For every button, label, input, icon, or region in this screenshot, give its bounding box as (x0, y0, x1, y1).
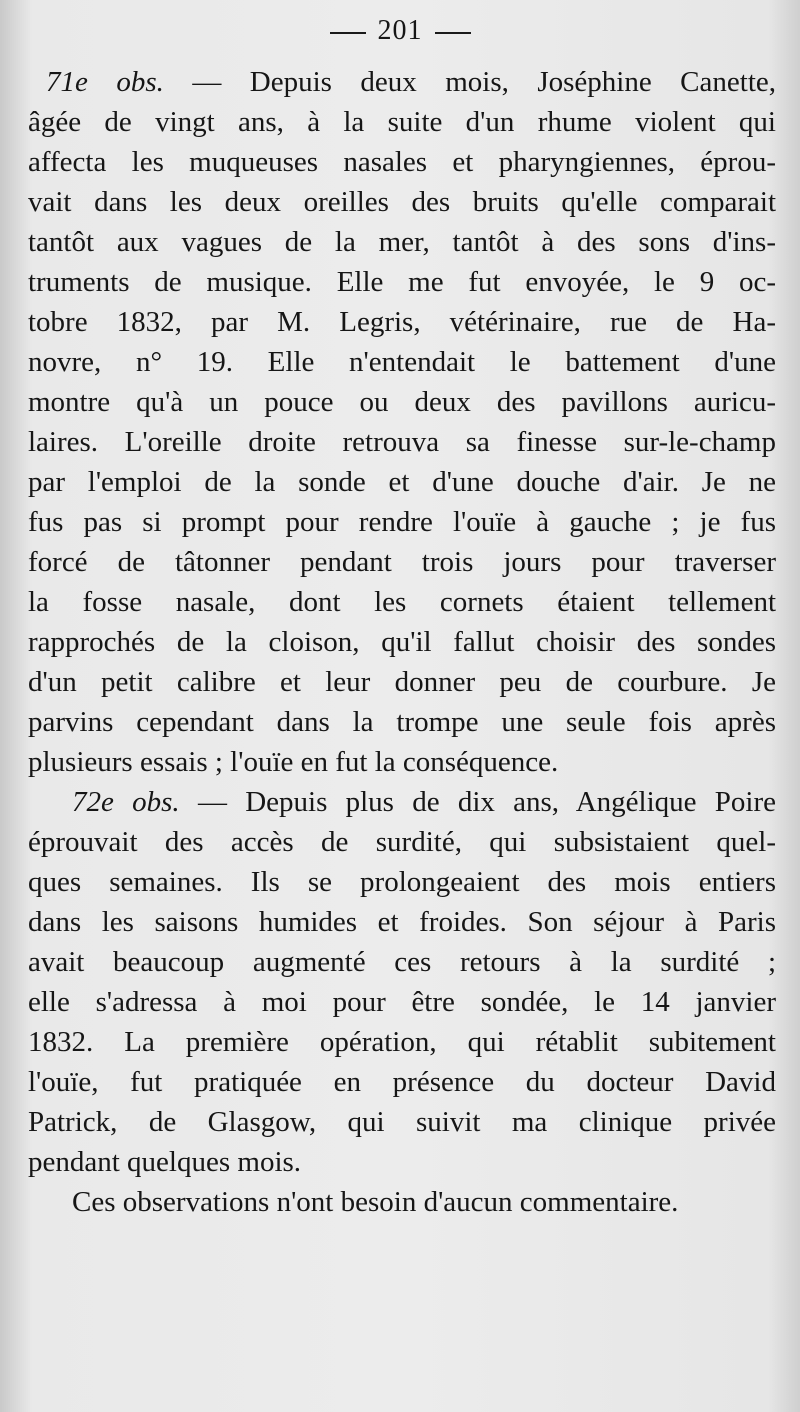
paragraph-line: parvins cependant dans la trompe une seule fois après (28, 706, 776, 738)
observation-label: 71e obs. (46, 66, 164, 98)
paragraph-line: par l'emploi de la sonde et d'une douche d'air. Je ne (28, 466, 776, 498)
paragraph-line: fus pas si prompt pour rendre l'ouïe à gauche ; je fus (28, 506, 776, 538)
paragraph-line: tobre 1832, par M. Legris, vétérinaire, rue de Ha- (28, 306, 776, 338)
paragraph-line: avait beaucoup augmenté ces retours à la surdité ; (28, 946, 776, 978)
paragraph-line: éprouvait des accès de surdité, qui subsistaient quel- (28, 826, 776, 858)
paragraph-line: l'ouïe, fut pratiquée en présence du docteur David (28, 1066, 776, 1098)
observation-label: 72e obs. (72, 786, 180, 818)
paragraph-line: 1832. La première opération, qui rétablit subitement (28, 1026, 776, 1058)
paragraph-line: montre qu'à un pouce ou deux des pavillons auricu- (28, 386, 776, 418)
paragraph-line: elle s'adressa à moi pour être sondée, le 14 janvier (28, 986, 776, 1018)
paragraph-line: d'un petit calibre et leur donner peu de courbure. Je (28, 666, 776, 698)
paragraph-line: Patrick, de Glasgow, qui suivit ma clinique privée (28, 1106, 776, 1138)
page-number: 201 (377, 15, 423, 46)
paragraph-line: dans les saisons humides et froides. Son séjour à Paris (28, 906, 776, 938)
paragraph-line: âgée de vingt ans, à la suite d'un rhume violent qui (28, 106, 776, 138)
paragraph-line: rapprochés de la cloison, qu'il fallut choisir des sondes (28, 626, 776, 658)
paragraph-line: affecta les muqueuses nasales et pharyngiennes, éprou- (28, 146, 776, 178)
paragraph-line: tantôt aux vagues de la mer, tantôt à des sons d'ins- (28, 226, 776, 258)
paragraph-line: plusieurs essais ; l'ouïe en fut la conséquence. (28, 746, 559, 778)
left-dash (330, 32, 366, 34)
paragraph-line: forcé de tâtonner pendant trois jours pour traverser (28, 546, 776, 578)
paragraph-line: vait dans les deux oreilles des bruits qu'elle comparait (28, 186, 776, 218)
paragraph-line: truments de musique. Elle me fut envoyée, le 9 oc- (28, 266, 776, 298)
body-text (28, 62, 776, 1222)
paragraph-line: novre, n° 19. Elle n'entendait le battement d'une (28, 346, 776, 378)
right-dash (435, 32, 471, 34)
paragraph-line: pendant quelques mois. (28, 1146, 302, 1178)
closing-sentence: Ces observations n'ont besoin d'aucun commentaire. (72, 1186, 679, 1218)
paragraph-line: ques semaines. Ils se prolongeaient des mois entiers (28, 866, 776, 898)
paragraph-line: la fosse nasale, dont les cornets étaient tellement (28, 586, 776, 618)
paragraph-72-line-1: 72e obs. — Depuis plus de dix ans, Angélique Poire (72, 786, 776, 818)
paragraph-line: laires. L'oreille droite retrouva sa finesse sur-le-champ (28, 426, 776, 458)
page-number-header (0, 15, 800, 47)
paragraph-71-line-1: 71e obs. — Depuis deux mois, Joséphine Canette, (46, 66, 777, 98)
